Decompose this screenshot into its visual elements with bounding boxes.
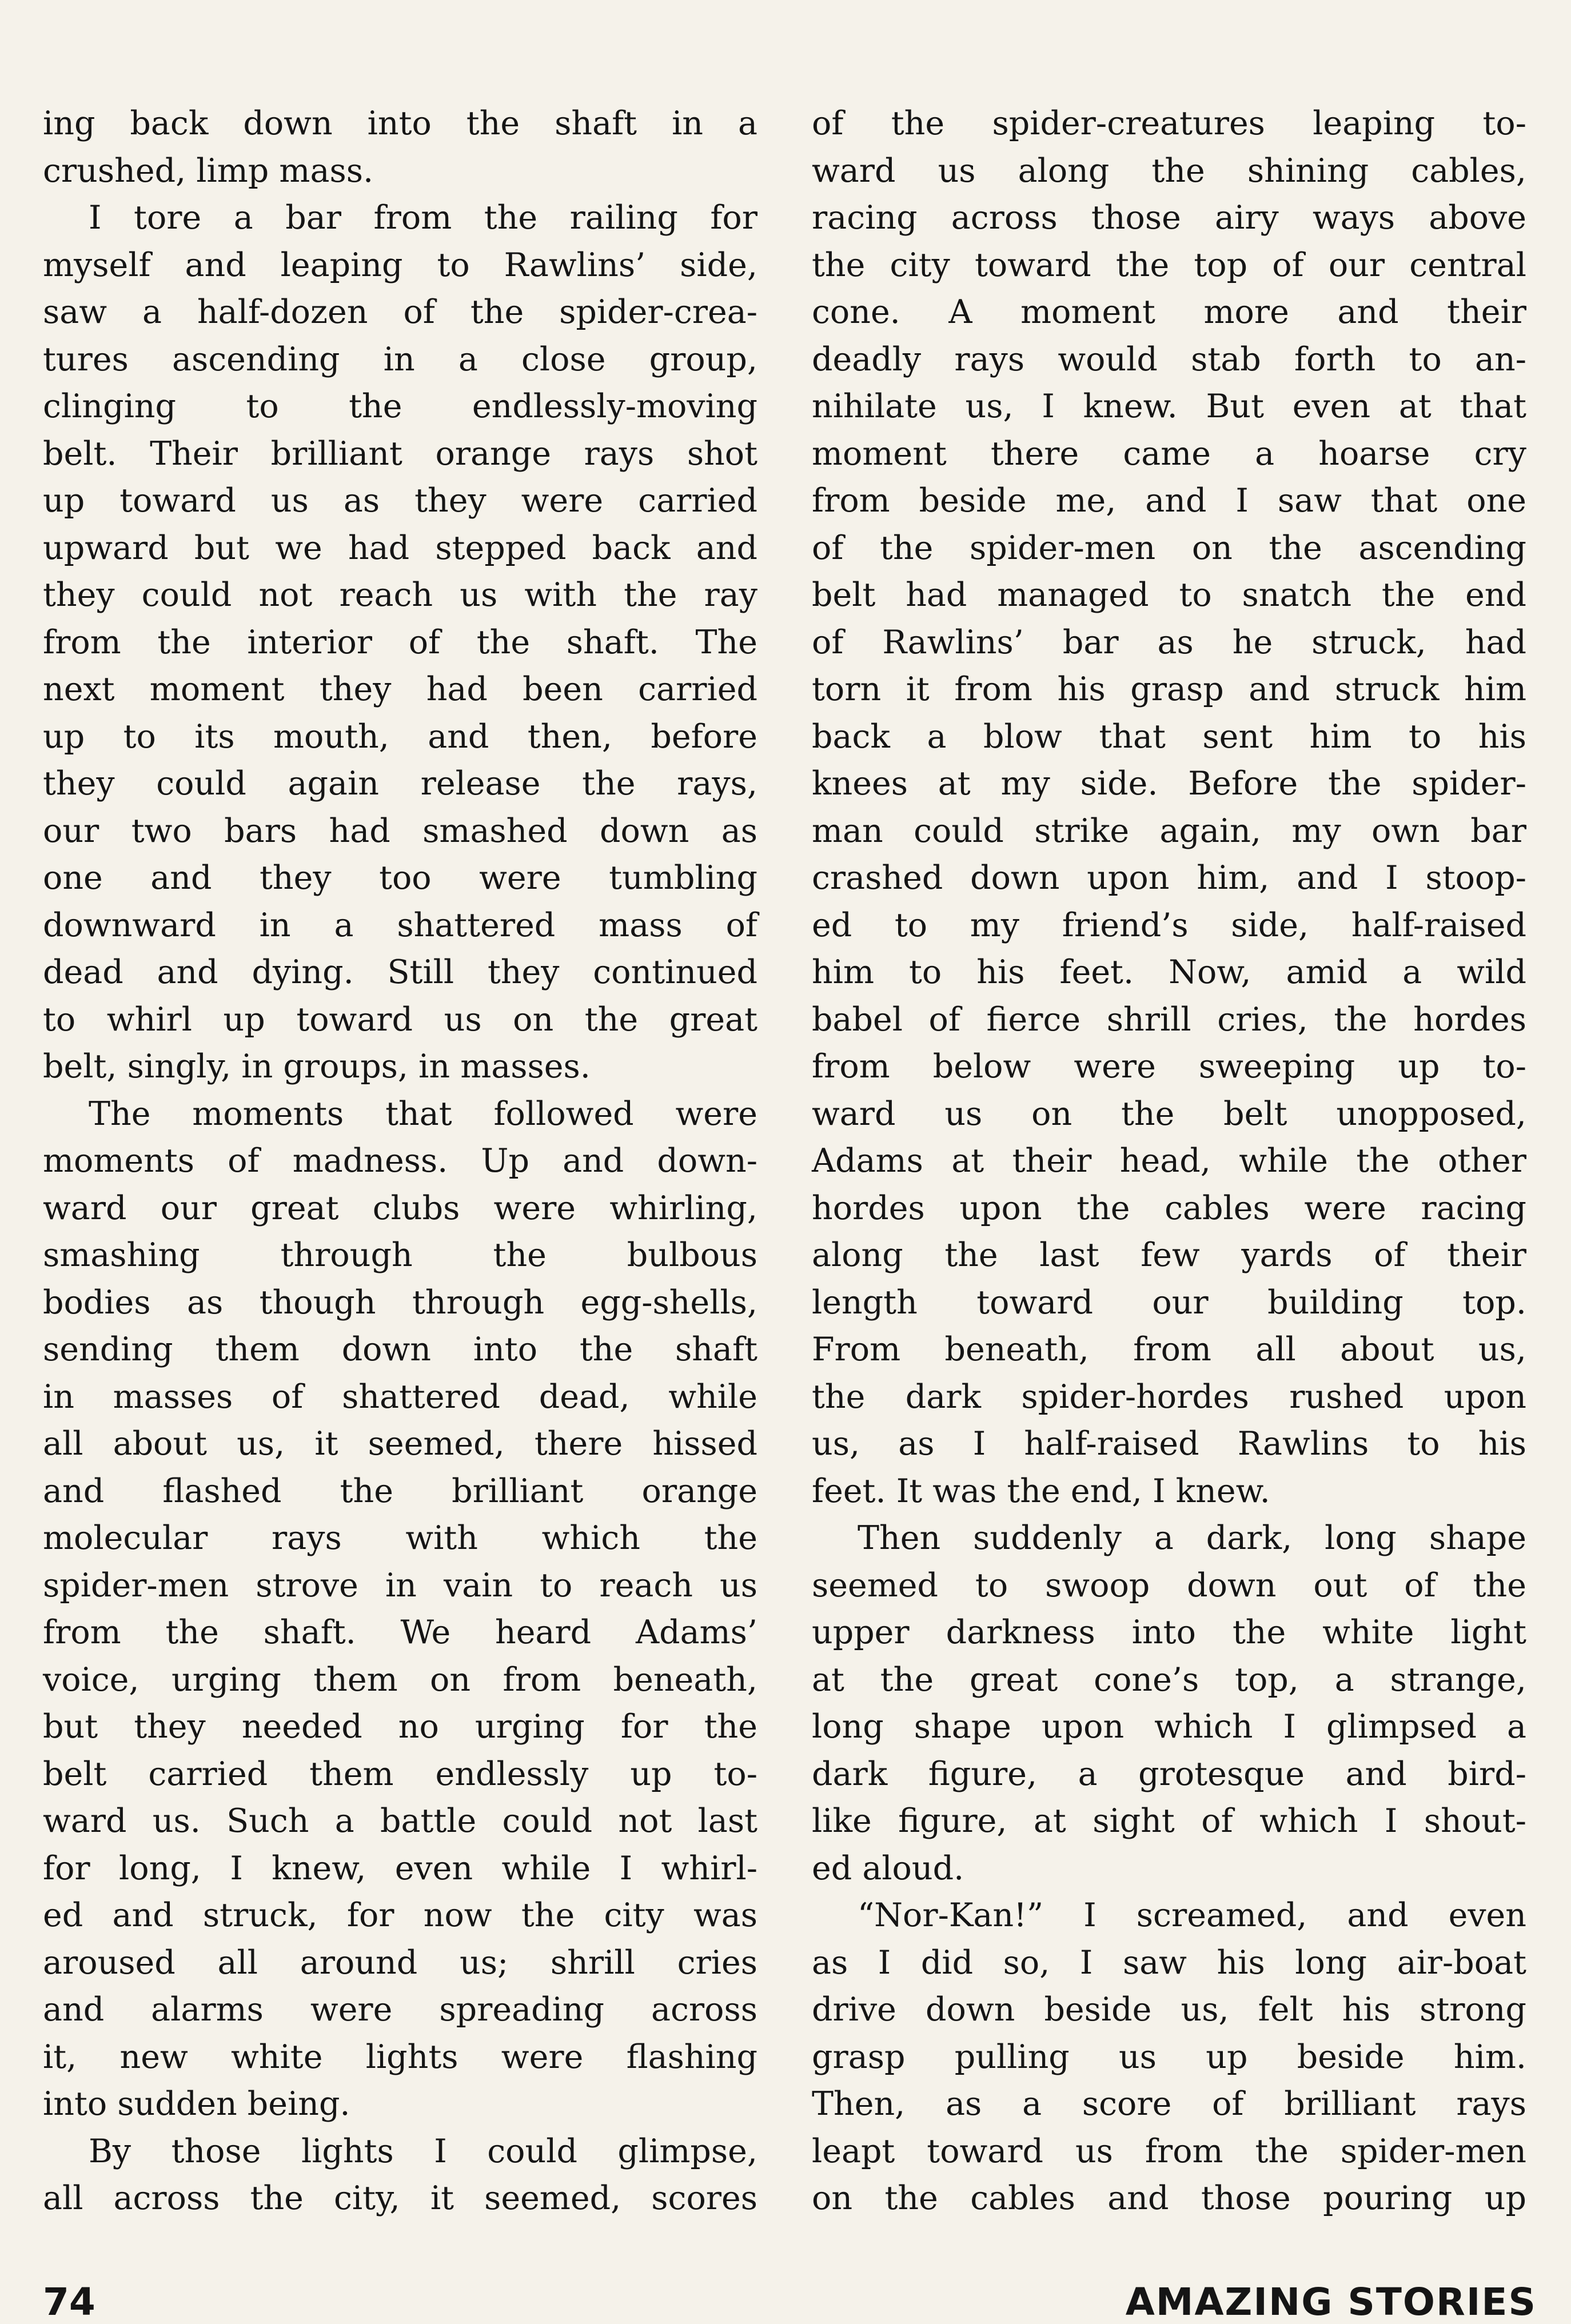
text-line: molecular rays with which the bbox=[43, 1519, 757, 1557]
text-line: downward in a shattered mass of bbox=[43, 906, 757, 944]
text-line: ing back down into the shaft in a bbox=[43, 105, 757, 142]
text-line: dead and dying. Still they continued bbox=[43, 953, 757, 991]
text-line: him to his feet. Now, amid a wild bbox=[812, 953, 1526, 991]
text-line: but they needed no urging for the bbox=[43, 1708, 757, 1746]
text-line: it, new white lights were flashing bbox=[43, 2038, 757, 2076]
text-line: “Nor-Kan!” I screamed, and even bbox=[858, 1896, 1526, 1934]
text-line: ward us along the shining cables, bbox=[812, 151, 1526, 190]
text-line: all across the city, it seemed, scores bbox=[43, 2179, 757, 2217]
right-text-column bbox=[812, 100, 1526, 2222]
text-line: tures ascending in a close group, bbox=[43, 340, 757, 378]
text-line: ward us. Such a battle could not last bbox=[43, 1802, 757, 1840]
text-line: I tore a bar from the railing for bbox=[89, 199, 757, 237]
text-line: torn it from his grasp and struck him bbox=[812, 670, 1526, 708]
text-line: ward our great clubs were whirling, bbox=[43, 1189, 757, 1227]
text-line: upward but we had stepped back and bbox=[43, 529, 757, 567]
text-line: moments of madness. Up and down- bbox=[43, 1142, 757, 1180]
text-line: smashing through the bulbous bbox=[43, 1236, 757, 1274]
text-line: aroused all around us; shrill cries bbox=[43, 1943, 757, 1982]
text-line: cone. A moment more and their bbox=[812, 293, 1526, 331]
text-line: ed aloud. bbox=[812, 1849, 964, 1887]
text-line: bodies as though through egg-shells, bbox=[43, 1283, 757, 1321]
text-line: Then, as a score of brilliant rays bbox=[812, 2085, 1526, 2123]
text-line: on the cables and those pouring up bbox=[812, 2179, 1526, 2217]
text-line: to whirl up toward us on the great bbox=[43, 1000, 757, 1039]
text-line: knees at my side. Before the spider- bbox=[812, 765, 1526, 802]
text-line: crushed, limp mass. bbox=[43, 151, 374, 190]
text-line: moment there came a hoarse cry bbox=[812, 434, 1526, 473]
text-line: man could strike again, my own bar bbox=[812, 812, 1526, 850]
text-line: feet. It was the end, I knew. bbox=[812, 1472, 1270, 1510]
text-line: as I did so, I saw his long air-boat bbox=[812, 1943, 1526, 1982]
text-line: of Rawlins’ bar as he struck, had bbox=[812, 623, 1526, 661]
text-line: from the interior of the shaft. The bbox=[43, 623, 757, 661]
text-line: from below were sweeping up to- bbox=[812, 1048, 1526, 1085]
page-number: 74 bbox=[43, 2280, 95, 2324]
text-line: belt carried them endlessly up to- bbox=[43, 1755, 757, 1793]
text-line: and flashed the brilliant orange bbox=[43, 1472, 757, 1510]
text-line: hordes upon the cables were racing bbox=[812, 1189, 1526, 1227]
text-line: us, as I half-raised Rawlins to his bbox=[812, 1425, 1526, 1463]
text-line: spider-men strove in vain to reach us bbox=[43, 1566, 757, 1604]
text-line: grasp pulling us up beside him. bbox=[812, 2038, 1526, 2076]
text-line: racing across those airy ways above bbox=[812, 199, 1526, 237]
text-line: upper darkness into the white light bbox=[812, 1614, 1526, 1651]
text-line: drive down beside us, felt his strong bbox=[812, 1991, 1526, 2028]
left-text-column bbox=[43, 100, 757, 2222]
text-line: deadly rays would stab forth to an- bbox=[812, 340, 1526, 378]
text-line: they could not reach us with the ray bbox=[43, 576, 757, 614]
text-line: dark figure, a grotesque and bird- bbox=[812, 1755, 1526, 1793]
text-line: belt. Their brilliant orange rays shot bbox=[43, 434, 757, 473]
text-line: along the last few yards of their bbox=[812, 1236, 1526, 1274]
magazine-title: AMAZING STORIES bbox=[1125, 2280, 1537, 2324]
text-line: at the great cone’s top, a strange, bbox=[812, 1660, 1526, 1699]
text-line: our two bars had smashed down as bbox=[43, 812, 757, 850]
text-line: ward us on the belt unopposed, bbox=[812, 1095, 1526, 1133]
text-line: into sudden being. bbox=[43, 2085, 350, 2123]
text-line: in masses of shattered dead, while bbox=[43, 1377, 757, 1416]
text-line: the dark spider-hordes rushed upon bbox=[812, 1377, 1526, 1416]
text-line: of the spider-men on the ascending bbox=[812, 529, 1526, 567]
text-line: of the spider-creatures leaping to- bbox=[812, 105, 1526, 142]
text-line: myself and leaping to Rawlins’ side, bbox=[43, 246, 757, 284]
text-line: sending them down into the shaft bbox=[43, 1331, 757, 1368]
text-line: for long, I knew, even while I whirl- bbox=[43, 1849, 757, 1887]
text-line: By those lights I could glimpse, bbox=[89, 2132, 757, 2170]
text-line: seemed to swoop down out of the bbox=[812, 1566, 1526, 1604]
text-line: Then suddenly a dark, long shape bbox=[858, 1519, 1526, 1557]
text-line: length toward our building top. bbox=[812, 1283, 1526, 1321]
text-line: they could again release the rays, bbox=[43, 765, 757, 802]
text-line: the city toward the top of our central bbox=[812, 246, 1526, 284]
text-line: The moments that followed were bbox=[89, 1095, 757, 1133]
text-line: belt, singly, in groups, in masses. bbox=[43, 1048, 591, 1085]
text-line: nihilate us, I knew. But even at that bbox=[812, 388, 1526, 425]
text-line: up toward us as they were carried bbox=[43, 482, 757, 520]
text-line: voice, urging them on from beneath, bbox=[43, 1660, 757, 1699]
text-line: Adams at their head, while the other bbox=[812, 1142, 1526, 1180]
text-line: babel of fierce shrill cries, the hordes bbox=[812, 1000, 1526, 1039]
text-line: From beneath, from all about us, bbox=[812, 1331, 1526, 1368]
text-line: back a blow that sent him to his bbox=[812, 717, 1526, 756]
text-line: from beside me, and I saw that one bbox=[812, 482, 1526, 520]
text-line: like figure, at sight of which I shout- bbox=[812, 1802, 1526, 1840]
text-line: ed to my friend’s side, half-raised bbox=[812, 906, 1526, 944]
text-line: all about us, it seemed, there hissed bbox=[43, 1425, 757, 1463]
text-line: up to its mouth, and then, before bbox=[43, 717, 757, 756]
text-line: long shape upon which I glimpsed a bbox=[812, 1708, 1526, 1746]
text-line: next moment they had been carried bbox=[43, 670, 757, 708]
text-line: crashed down upon him, and I stoop- bbox=[812, 859, 1526, 897]
text-line: belt had managed to snatch the end bbox=[812, 576, 1526, 614]
text-line: from the shaft. We heard Adams’ bbox=[43, 1614, 757, 1651]
text-line: and alarms were spreading across bbox=[43, 1991, 757, 2028]
text-line: saw a half-dozen of the spider-crea- bbox=[43, 293, 757, 331]
text-line: ed and struck, for now the city was bbox=[43, 1896, 757, 1934]
text-line: one and they too were tumbling bbox=[43, 859, 757, 897]
text-line: leapt toward us from the spider-men bbox=[812, 2132, 1526, 2170]
text-line: clinging to the endlessly-moving bbox=[43, 388, 757, 425]
